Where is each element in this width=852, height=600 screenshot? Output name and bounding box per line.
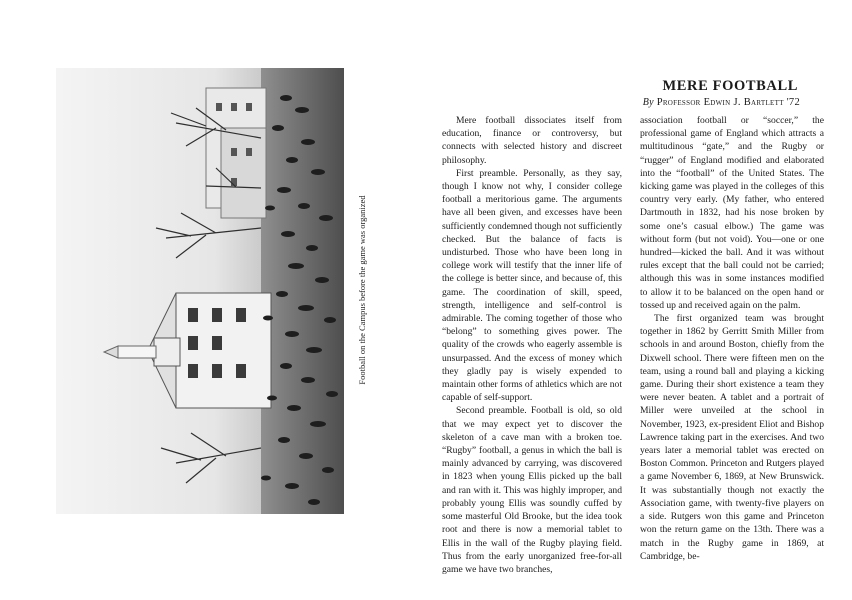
photo-illustration: [56, 68, 344, 514]
article-title: MERE FOOTBALL: [662, 78, 798, 94]
campus-football-photo: [56, 68, 344, 514]
distant-buildings: [206, 88, 266, 218]
paragraph: First preamble. Personally, as they say, though I know not why, I consider college football a meritorious game. The arguments have all been given, and excesses have been sufficiently condemned though not sufficiently checked. But the balance of facts is undisturbed. Those who have been long in college work will testify that the inner life of the college is better since, and because of, this game. The coordination of skill, speed, strength, intelligence and self-control is admirable. The coming together of those who “belong” to something gives power. The quality of the crowds who eagerly assemble is unsurpassed. And the excess of money which they gladly pay is wisely expended to maintain other forms of athletics which are not capable of self-support.: [442, 167, 622, 404]
paragraph: The first organized team was brought together in 1862 by Gerritt Smith Miller from schools in and around Boston, chiefly from the Dixwell school. There were fifteen men on the team, using a round ball and playing a kicking game. During their short existence a team they were never beaten. A tablet and a portrait of Miller were unveiled at the school in November, 1923, ex-president Eliot and Bishop Lawrence taking part in the exercises. And two years later a memorial tablet was erected on Boston Common. Princeton and Rutgers played a game November 6, 1869, at New Brunswick. It was substantially though not exactly the Association game, with twenty-five players on a side. Rutgers won this game and Princeton won the return game on the 13th. There was a match in the Rugby game in 1869, at Cambridge, be-: [640, 313, 824, 562]
right-page: [442, 0, 842, 600]
text-column-right: [640, 114, 824, 563]
byline-prefix: By: [642, 97, 654, 108]
article-byline: [442, 97, 800, 108]
byline-author: Professor Edwin J. Bartlett '72: [656, 97, 800, 108]
paragraph: association football or “soccer,” the professional game of England which attracts a multitudinous “gate,” and the Rugby or “rugger” of England modified and elaborated into the “football” of the United States. The kicking game was played in the colleges of this country very early. (My father, who entered Dartmouth in 1832, had his nose broken by some one’s casual elbow.) The game was without form (but not void). You—one or one hundred—kicked the ball. And it was without rules except that the ball could not be carried; although this was in some instances modified to allow it to be balanced on the open hand or tossed up and received again on the palm.: [640, 115, 824, 311]
paragraph: Mere football dissociates itself from education, finance or controversy, but connects with selected history and discreet philosophy.: [442, 115, 622, 166]
text-column-left: [442, 114, 622, 576]
paragraph: Second preamble. Football is old, so old that we may expect yet to discover the skeleton of a cave man with a broken toe. “Rugby” football, a genus in which the ball is mainly advanced by carrying, was discovered in 1823 when young Ellis picked up the ball and ran with it. This was highly improper, and probably young Ellis was soundly cuffed by some masterful Old Brooke, but the idea took root and there is now a memorial tablet to Ellis in the wall of the Rugby playing field. Thus from the early unorganized free-for-all game we have two branches,: [442, 405, 622, 575]
photo-caption: Football on the Campus before the game was organized: [357, 195, 367, 385]
